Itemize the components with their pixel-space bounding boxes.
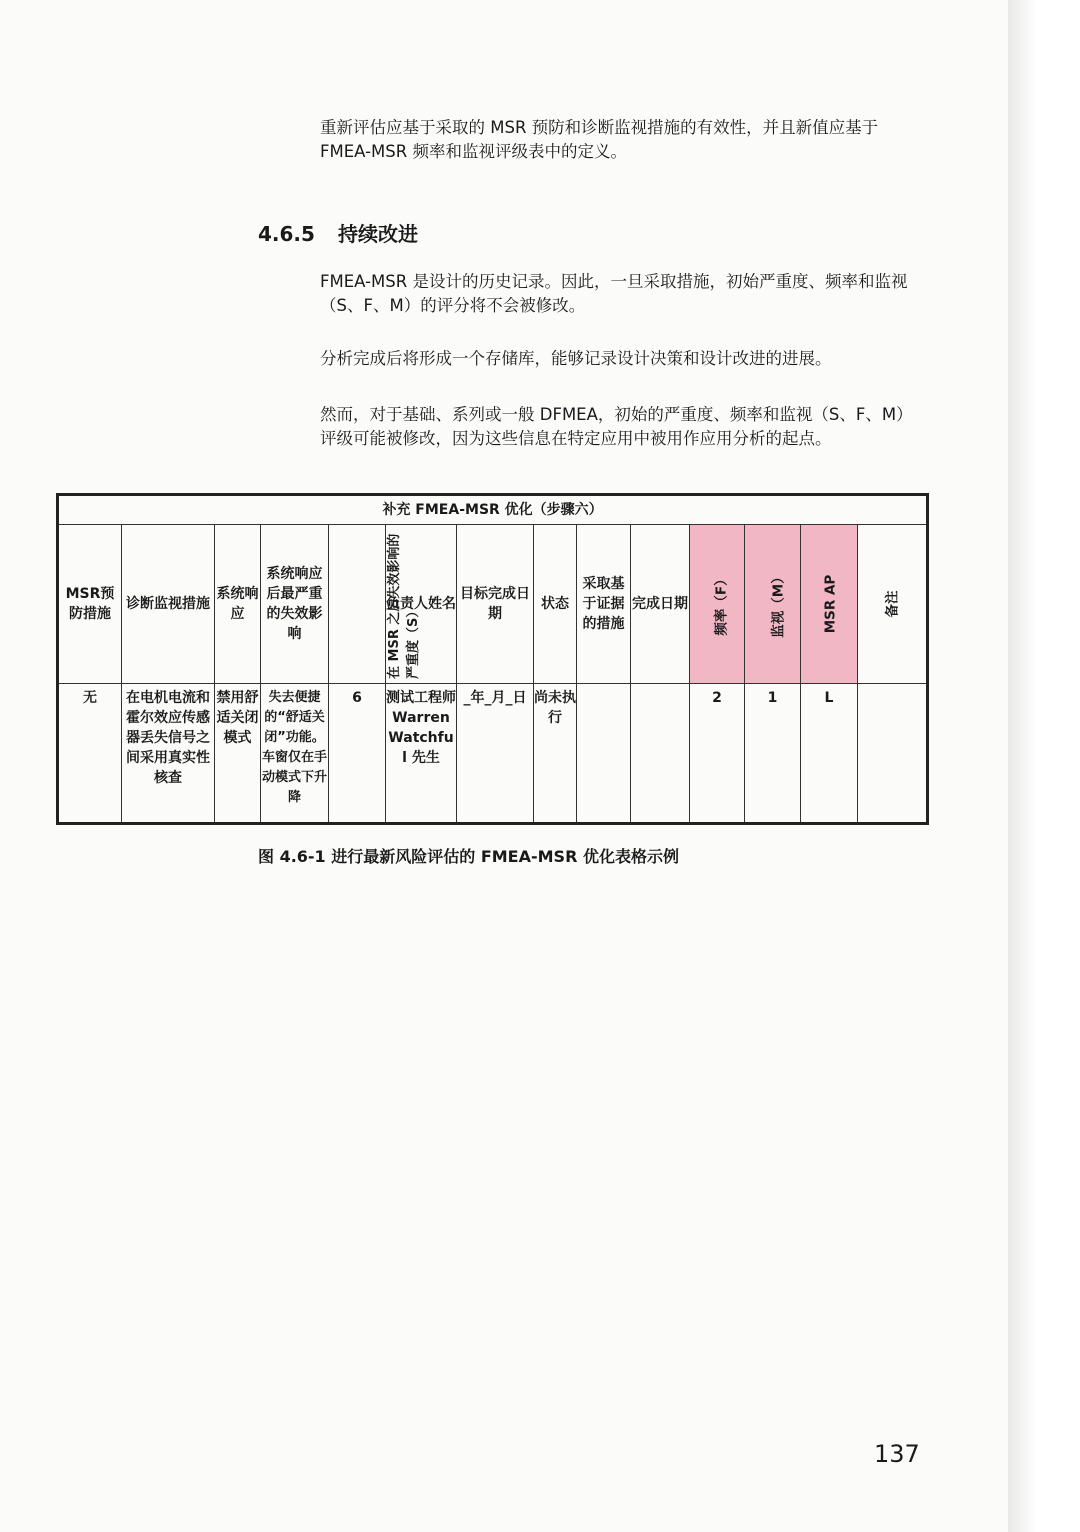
cell-status: 尚未执行: [534, 684, 577, 824]
paragraph-reassessment: 重新评估应基于采取的 MSR 预防和诊断监视措施的有效性，并且新值应基于 FMEA-MSR 频率和监视评级表中的定义。: [320, 118, 879, 161]
cell-action-taken: [577, 684, 631, 824]
header-status: 状态: [534, 525, 577, 684]
header-responsible: 负责人姓名: [386, 525, 457, 684]
cell-worst-effect: 失去便捷的“舒适关闭”功能。车窗仅在手动模式下升降: [261, 684, 329, 824]
cell-msr-prevention: 无: [58, 684, 122, 824]
cell-msr-ap: L: [801, 684, 858, 824]
fmea-msr-optimization-table: [56, 493, 929, 825]
page-edge-shadow: [1008, 0, 1080, 1532]
cell-diagnostic-monitoring: 在电机电流和霍尔效应传感器丢失信号之间采用真实性核查: [122, 684, 215, 824]
header-remarks-cell: [858, 525, 928, 684]
header-severity: 在 MSR 之后失效影响的严重度（S）: [387, 533, 421, 679]
table-title: 补充 FMEA-MSR 优化（步骤六）: [58, 495, 928, 525]
header-diagnostic-monitoring: 诊断监视措施: [122, 525, 215, 684]
header-frequency-cell: [690, 525, 745, 684]
cell-responsible: 测试工程师 Warren Watchful 先生: [386, 684, 457, 824]
header-msr-ap-cell: [801, 525, 858, 684]
header-remarks: 备注: [884, 590, 901, 618]
cell-frequency: 2: [690, 684, 745, 824]
cell-system-response: 禁用舒适关闭模式: [215, 684, 261, 824]
table-row: [58, 684, 928, 824]
header-monitoring-cell: [745, 525, 801, 684]
cell-remarks: [858, 684, 928, 824]
cell-severity: 6: [329, 684, 386, 824]
header-frequency: 频率（F）: [713, 572, 730, 636]
header-system-response: 系统响应: [215, 525, 261, 684]
header-msr-prevention: MSR预防措施: [58, 525, 122, 684]
header-target-date: 目标完成日期: [457, 525, 534, 684]
page-number: 137: [874, 1440, 920, 1468]
header-completion-date: 完成日期: [631, 525, 690, 684]
header-monitoring: 监视（M）: [770, 570, 787, 638]
cell-completion-date: [631, 684, 690, 824]
header-action-taken: 采取基于证据的措施: [577, 525, 631, 684]
figure-caption: 图 4.6-1 进行最新风险评估的 FMEA-MSR 优化表格示例: [258, 847, 679, 866]
header-msr-ap: MSR AP: [822, 574, 839, 634]
section-title: 持续改进: [338, 222, 418, 246]
cell-monitoring: 1: [745, 684, 801, 824]
paragraph-history-record: FMEA-MSR 是设计的历史记录。因此，一旦采取措施，初始严重度、频率和监视（S、F、M）的评分将不会被修改。: [320, 272, 908, 315]
header-worst-effect: 系统响应后最严重的失效影响: [261, 525, 329, 684]
paragraph-base-dfmea: 然而，对于基础、系列或一般 DFMEA，初始的严重度、频率和监视（S、F、M）评级可能被修改，因为这些信息在特定应用中被用作应用分析的起点。: [320, 405, 913, 448]
section-heading: [258, 218, 418, 247]
paragraph-repository: 分析完成后将形成一个存储库，能够记录设计决策和设计改进的进展。: [320, 349, 832, 368]
section-number: 4.6.5: [258, 222, 315, 246]
cell-target-date: _年_月_日: [457, 684, 534, 824]
